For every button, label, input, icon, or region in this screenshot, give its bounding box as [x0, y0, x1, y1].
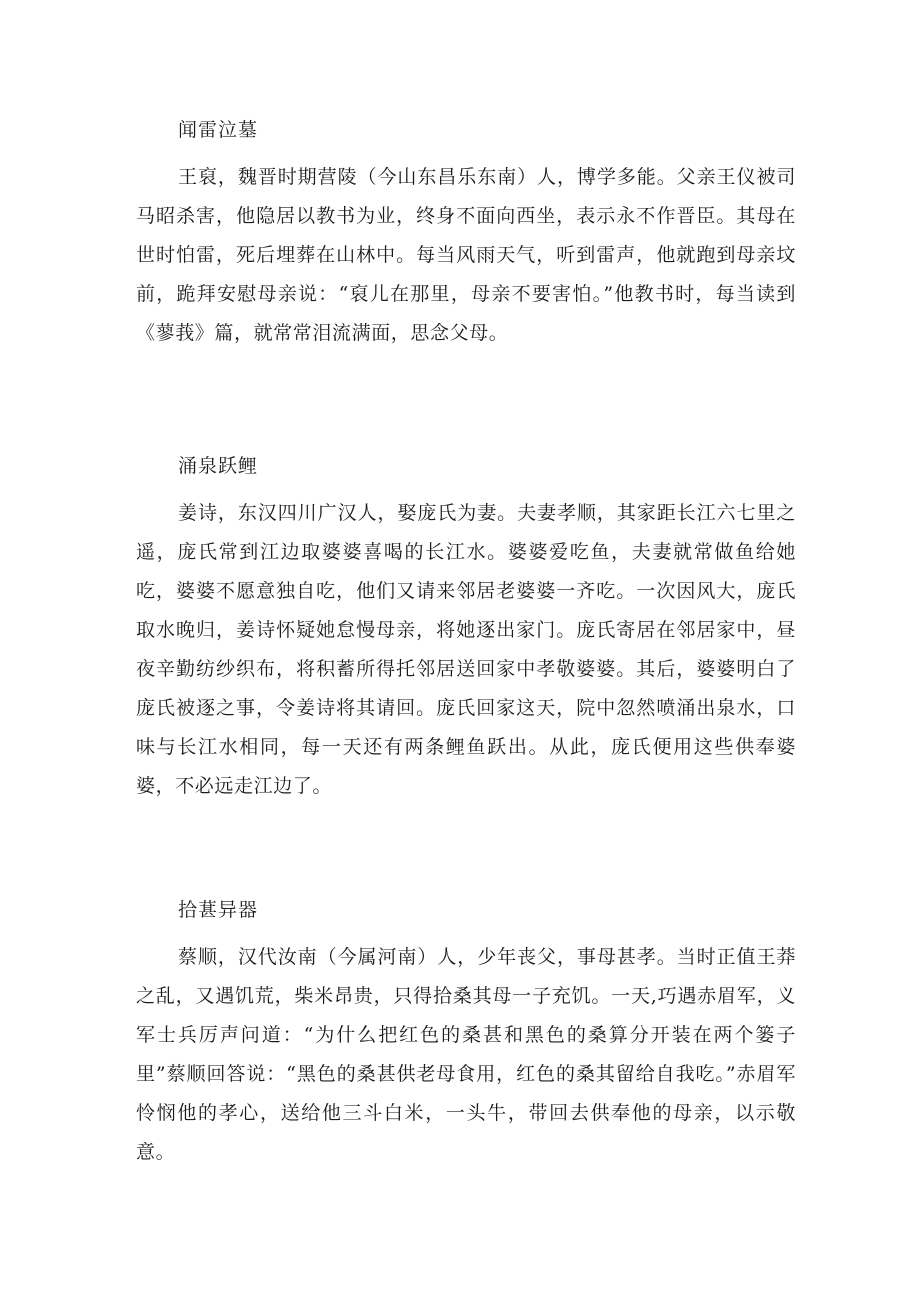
story-section-shi-shen-yi-qi [136, 896, 796, 1172]
story-section-wen-lei-qi-mu [136, 116, 796, 353]
story-section-yong-quan-yue-li [136, 452, 796, 806]
section-body: 王裒，魏晋时期营陵（今山东昌乐东南）人，博学多能。父亲王仪被司马昭杀害，他隐居以教书为业，终身不面向西坐，表示永不作晋臣。其母在世时怕雷，死后埋葬在山林中。每当风雨天气，听到雷声，他就跑到母亲坟前，跪拜安慰母亲说：“裒儿在那里，母亲不要害怕。”他教书时，每当读到《蓼莪》篇，就常常泪流满面，思念父母。 [136, 166, 796, 344]
section-body: 姜诗，东汉四川广汉人，娶庞氏为妻。夫妻孝顺，其家距长江六七里之遥，庞氏常到江边取婆婆喜喝的长江水。婆婆爱吃鱼，夫妻就常做鱼给她吃，婆婆不愿意独自吃，他们又请来邻居老婆婆一齐吃。一次因风大，庞氏取水晚归，姜诗怀疑她怠慢母亲，将她逐出家门。庞氏寄居在邻居家中，昼夜辛勤纺纱织布，将积蓄所得托邻居送回家中孝敬婆婆。其后，婆婆明白了庞氏被逐之事，令姜诗将其请回。庞氏回家这天，院中忽然喷涌出泉水，口味与长江水相同，每一天还有两条鲤鱼跃出。从此，庞氏便用这些供奉婆婆，不必远走江边了。 [136, 502, 796, 797]
section-title: 涌泉跃鲤 [178, 455, 259, 477]
section-body: 蔡顺，汉代汝南（今属河南）人，少年丧父，事母甚孝。当时正值王莽之乱，又遇饥荒，柴米昂贵，只得拾桑其母一子充饥。一天,巧遇赤眉军，义军士兵厉声问道：“为什么把红色的桑甚和黑色的桑算分开装在两个篓子里”蔡顺回答说：“黑色的桑甚供老母食用，红色的桑其留给自我吃。”赤眉军怜悯他的孝心，送给他三斗白米，一头牛，带回去供奉他的母亲，以示敬意。 [136, 946, 796, 1163]
section-title: 闻雷泣墓 [178, 119, 259, 141]
section-title: 拾葚异器 [178, 899, 259, 921]
